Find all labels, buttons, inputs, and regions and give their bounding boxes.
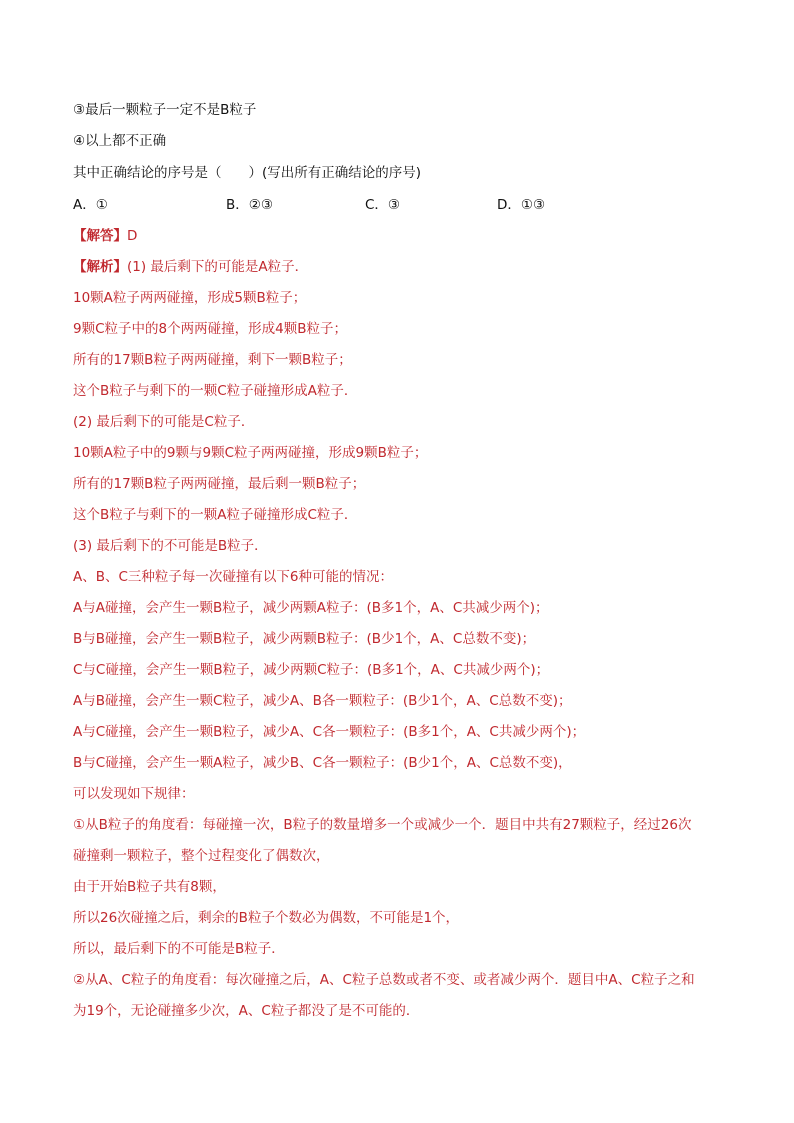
answer-label: 【解答】 [73,228,127,244]
analysis-line: A与A碰撞，会产生一颗B粒子，减少两颗A粒子：(B多1个，A、C共减少两个)； [73,600,549,616]
answer-line [73,226,734,246]
analysis-line: 碰撞剩一颗粒子，整个过程变化了偶数次， [73,848,330,864]
analysis-line: (2) 最后剩下的可能是C粒子． [73,414,255,430]
analysis-line: A与B碰撞，会产生一颗C粒子，减少A、B各一颗粒子：(B少1个，A、C总数不变)； [73,693,572,709]
statement-3: ③最后一颗粒子一定不是B粒子 [73,102,257,118]
option-b: B．②③ [226,197,273,213]
analysis-line: 所有的17颗B粒子两两碰撞，剩下一颗B粒子； [73,352,352,368]
question-prompt: 其中正确结论的序号是（ ）(写出所有正确结论的序号) [73,165,422,181]
analysis-line: A、B、C三种粒子每一次碰撞有以下6种可能的情况： [73,569,394,585]
option-a: A．① [73,197,108,213]
analysis-line: A与C碰撞，会产生一颗B粒子，减少A、C各一颗粒子：(B多1个，A、C共减少两个)； [73,724,586,740]
analysis-line: 为19个，无论碰撞多少次，A、C粒子都没了是不可能的． [73,1003,420,1019]
analysis-first-line [73,257,734,277]
analysis-line: C与C碰撞，会产生一颗B粒子，减少两颗C粒子：(B多1个，A、C共减少两个)； [73,662,550,678]
analysis-line: 10颗A粒子中的9颗与9颗C粒子两两碰撞，形成9颗B粒子； [73,445,428,461]
analysis-first-text: (1) 最后剩下的可能是A粒子． [127,259,309,275]
analysis-line: 这个B粒子与剩下的一颗C粒子碰撞形成A粒子． [73,383,358,399]
analysis-line: B与B碰撞，会产生一颗B粒子，减少两颗B粒子：(B少1个，A、C总数不变)； [73,631,536,647]
option-d: D．①③ [497,197,546,213]
analysis-line: ①从B粒子的角度看：每碰撞一次，B粒子的数量增多一个或减少一个．题目中共有27颗粒子，经过26次 [73,817,692,833]
option-c: C．③ [365,197,401,213]
analysis-line: 由于开始B粒子共有8颗， [73,879,226,895]
analysis-line: 这个B粒子与剩下的一颗A粒子碰撞形成C粒子． [73,507,358,523]
analysis-line: 可以发现如下规律： [73,786,195,802]
analysis-line: ②从A、C粒子的角度看：每次碰撞之后，A、C粒子总数或者不变、或者减少两个．题目中A、C粒子之和 [73,972,695,988]
analysis-label: 【解析】 [73,259,127,275]
analysis-line: (3) 最后剩下的不可能是B粒子． [73,538,268,554]
analysis-line: B与C碰撞，会产生一颗A粒子，减少B、C各一颗粒子：(B少1个，A、C总数不变)， [73,755,572,771]
analysis-line: 所以26次碰撞之后，剩余的B粒子个数必为偶数，不可能是1个， [73,910,460,926]
statement-4: ④以上都不正确 [73,133,167,149]
analysis-line: 所有的17颗B粒子两两碰撞，最后剩一颗B粒子； [73,476,366,492]
analysis-line: 9颗C粒子中的8个两两碰撞，形成4颗B粒子； [73,321,347,337]
analysis-line: 10颗A粒子两两碰撞，形成5颗B粒子； [73,290,307,306]
answer-value: D [127,228,138,244]
analysis-line: 所以，最后剩下的不可能是B粒子． [73,941,285,957]
